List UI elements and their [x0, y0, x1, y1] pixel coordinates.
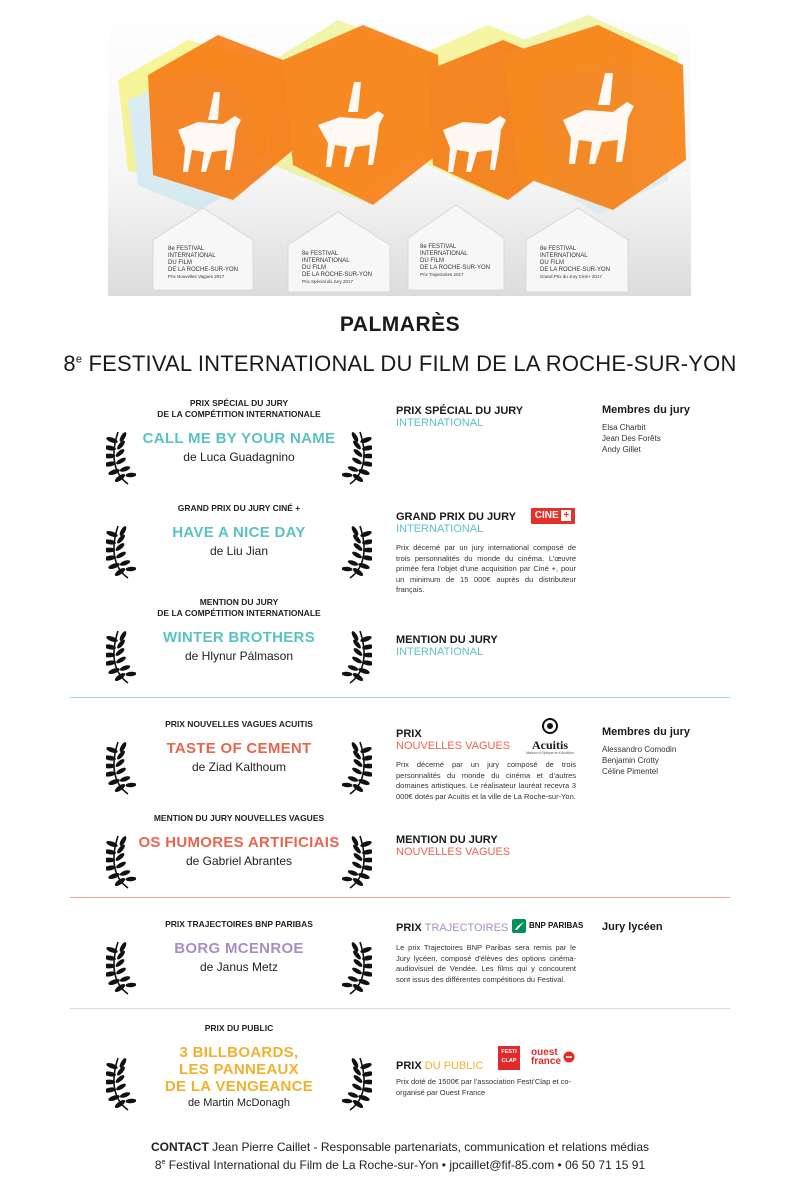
desc-text: Prix décerné par un jury composé de trois personnalités du monde du cinéma et d’autres domaines artistiques. Le réalisateur lauréat recevra 3 000€ dotés par Acuitis et la ville de La Roche-sur-Yon. [396, 760, 576, 801]
desc-mention-international [396, 634, 576, 658]
laurel-right-icon [342, 627, 372, 685]
award-grand-prix [106, 503, 372, 580]
film-director: de Gabriel Abrantes [185, 854, 293, 868]
jury-member: Alessandro Comodin [602, 745, 677, 754]
film-title: CALL ME BY YOUR NAME [142, 430, 336, 447]
laurel-left-icon [106, 428, 136, 486]
award-mention-nouvelles-vagues [106, 813, 372, 890]
jury-international [602, 404, 762, 455]
desc-heading: PRIX TRAJECTOIRES [396, 922, 509, 934]
section-divider [70, 897, 730, 898]
desc-heading: GRAND PRIX DU JURY [396, 511, 516, 523]
page-subtitle: 8e FESTIVAL INTERNATIONAL DU FILM DE LA ROCHE-SUR-YON [63, 351, 737, 376]
cine-plus-logo: CINE + [531, 508, 575, 524]
prize-name: PRIX NOUVELLES VAGUES ACUITIS [165, 719, 313, 729]
desc-subheading: NOUVELLES VAGUES [396, 846, 511, 858]
prize-name: PRIX DU PUBLIC [204, 1023, 274, 1033]
film-title: BORG MCENROE [174, 940, 304, 957]
trophies-illustration [108, 0, 691, 296]
jury-heading: Membres du jury [602, 404, 691, 416]
desc-heading: MENTION DU JURY [396, 634, 498, 646]
desc-text: Le prix Trajectoires BNP Paribas sera remis par le Jury lycéen, composé d’élèves des options cinéma-audiovisuel de Vendée. Les films qui y concourent sont issus des différentes compétitions du Festival. [396, 943, 576, 984]
trophy-label: 8e FESTIVAL INTERNATIONAL DU FILM DE LA ROCHE-SUR-YON Prix Spécial du Jury 2017 [302, 251, 373, 284]
award-nouvelles-vagues [106, 719, 372, 796]
award-public [106, 1023, 372, 1122]
trophy-label: 8e FESTIVAL INTERNATIONAL DU FILM DE LA ROCHE-SUR-YON Prix Trajectoires 2017 [420, 244, 491, 277]
award-mention-international [106, 597, 372, 685]
laurel-right-icon [342, 522, 372, 580]
jury-member: Andy Gillet [602, 445, 641, 454]
film-title: OS HUMORES ARTIFICIAIS [138, 834, 340, 851]
film-title: 3 BILLBOARDS, LES PANNEAUX DE LA VENGEANCE [164, 1044, 314, 1095]
desc-text: Prix doté de 1500€ par l’association Festi’Clap et co-organisé par Ouest France [396, 1077, 572, 1097]
desc-subheading: INTERNATIONAL [396, 417, 484, 429]
film-title: WINTER BROTHERS [163, 629, 315, 646]
film-director: de Luca Guadagnino [183, 450, 295, 464]
film-director: de Ziad Kalthoum [191, 760, 287, 774]
bnp-paribas-logo: BNP PARIBAS [512, 918, 592, 934]
prize-name: GRAND PRIX DU JURY CINÉ + [177, 503, 301, 513]
footer-contact: CONTACT Jean Pierre Caillet - Responsable partenariats, communication et relations médias [151, 1140, 649, 1154]
laurel-right-icon [342, 938, 372, 996]
page-title: PALMARÈS [339, 313, 461, 336]
prize-name: MENTION DU JURY DE LA COMPÉTITION INTERNATIONALE [157, 597, 321, 618]
film-director: de Liu Jian [209, 544, 269, 558]
ouest-france-emblem-icon [563, 1051, 575, 1063]
jury-heading: Jury lycéen [602, 921, 663, 933]
desc-heading: MENTION DU JURY [396, 834, 498, 846]
laurel-left-icon [106, 938, 136, 996]
film-director: de Martin McDonagh [187, 1097, 291, 1109]
ouest-france-logo: ouest france [531, 1048, 577, 1070]
prize-name: MENTION DU JURY NOUVELLES VAGUES [153, 813, 325, 823]
jury-member: Elsa Charbit [602, 423, 646, 432]
jury-member: Jean Des Forêts [602, 434, 661, 443]
laurel-right-icon [342, 832, 372, 890]
laurel-left-icon [106, 627, 136, 685]
desc-heading: PRIX [396, 728, 422, 740]
desc-subheading: INTERNATIONAL [396, 523, 484, 535]
desc-subheading: NOUVELLES VAGUES [396, 740, 511, 752]
laurel-left-icon [106, 832, 136, 890]
section-divider [70, 697, 730, 698]
film-director: de Hlynur Pálmason [184, 649, 294, 663]
jury-lyceen [602, 921, 762, 939]
laurel-right-icon [342, 1054, 372, 1112]
desc-special-jury [396, 405, 576, 429]
section-divider [70, 1008, 730, 1009]
acuitis-emblem-icon [542, 718, 558, 734]
festi-clap-logo: FESTI CLAP [498, 1046, 520, 1070]
desc-heading: PRIX SPÉCIAL DU JURY [396, 405, 524, 417]
desc-subheading: INTERNATIONAL [396, 646, 484, 658]
prize-name: PRIX SPÉCIAL DU JURY DE LA COMPÉTITION INTERNATIONALE [157, 398, 321, 419]
jury-member: Céline Pimentel [602, 767, 659, 776]
film-title: HAVE A NICE DAY [172, 524, 306, 541]
jury-heading: Membres du jury [602, 726, 691, 738]
trophy-label: 8e FESTIVAL INTERNATIONAL DU FILM DE LA ROCHE-SUR-YON Grand Prix du Jury Ciné+ 2017 [540, 246, 611, 279]
laurel-right-icon [342, 738, 372, 796]
prize-name: PRIX TRAJECTOIRES BNP PARIBAS [165, 919, 313, 929]
desc-heading: PRIX DU PUBLIC [396, 1060, 484, 1072]
bnp-stars-icon [512, 919, 526, 933]
trophy-label: 8e FESTIVAL INTERNATIONAL DU FILM DE LA ROCHE-SUR-YON Prix Nouvelles Vagues 2017 [168, 246, 239, 279]
laurel-left-icon [106, 738, 136, 796]
film-title: TASTE OF CEMENT [166, 740, 312, 757]
trophy-photo [108, 0, 691, 296]
desc-text: Prix décerné par un jury international composé de trois personnalités du monde du cinéma. L’œuvre primée fera l’objet d’une acquisition par Ciné +, pour un minimum de 15 000€ auprès du distributeur français. [396, 543, 576, 594]
desc-mention-nouvelles-vagues [396, 834, 576, 858]
laurel-left-icon [106, 1054, 136, 1112]
film-director: de Janus Metz [199, 960, 279, 974]
jury-member: Benjamin Crotty [602, 756, 659, 765]
footer-festival-info: 8e Festival International du Film de La Roche-sur-Yon • jpcaillet@fif-85.com • 06 50 71 15 91 [154, 1158, 646, 1172]
jury-nouvelles-vagues [602, 726, 762, 777]
laurel-left-icon [106, 522, 136, 580]
laurel-right-icon [342, 428, 372, 486]
award-special-jury [106, 398, 372, 486]
award-trajectoires [106, 919, 372, 996]
acuitis-logo: Acuitis Maison d’Optique et d’Audition [522, 718, 578, 756]
